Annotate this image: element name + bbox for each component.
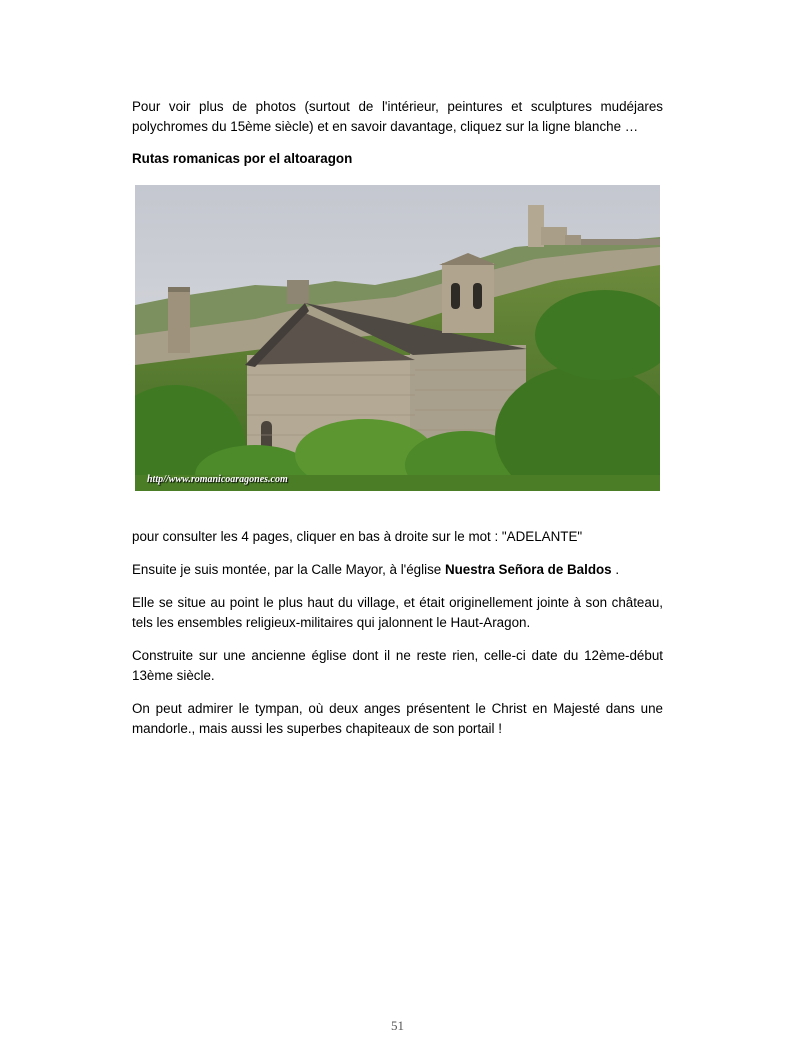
paragraph-adelante: pour consulter les 4 pages, cliquer en bas à droite sur le mot : "ADELANTE" [132, 529, 583, 544]
page-number: 51 [391, 1018, 404, 1033]
church-illustration [135, 185, 660, 491]
intro-paragraph: Pour voir plus de photos (surtout de l'intérieur, peintures et sculptures mudéjares polychromes du 15ème siècle) et en savoir davantage, cliquez sur la ligne blanche … [132, 99, 663, 134]
paragraph-history: Construite sur une ancienne église dont il ne reste rien, celle-ci date du 12ème-début 13ème siècle. [132, 648, 663, 683]
paragraph-calle-mayor [132, 560, 663, 580]
route-link-heading[interactable]: Rutas romanicas por el altoaragon [132, 151, 353, 166]
church-photo[interactable] [135, 185, 660, 491]
paragraph-calle-mayor-end: . [611, 562, 620, 577]
paragraph-tympan: On peut admirer le tympan, où deux anges présentent le Christ en Majesté dans une mandorle., mais aussi les superbes chapiteaux de son portail ! [132, 701, 663, 736]
church-name: Nuestra Señora de Baldos [444, 562, 612, 577]
paragraph-location: Elle se situe au point le plus haut du village, et était originellement jointe à son château, tels les ensembles religieux-militaires qui jalonnent le Haut-Aragon. [132, 595, 663, 630]
photo-caption: http//www.romanicoaragones.com [147, 474, 288, 485]
paragraph-calle-mayor-text: Ensuite je suis montée, par la Calle Mayor, à l'église [132, 562, 445, 577]
